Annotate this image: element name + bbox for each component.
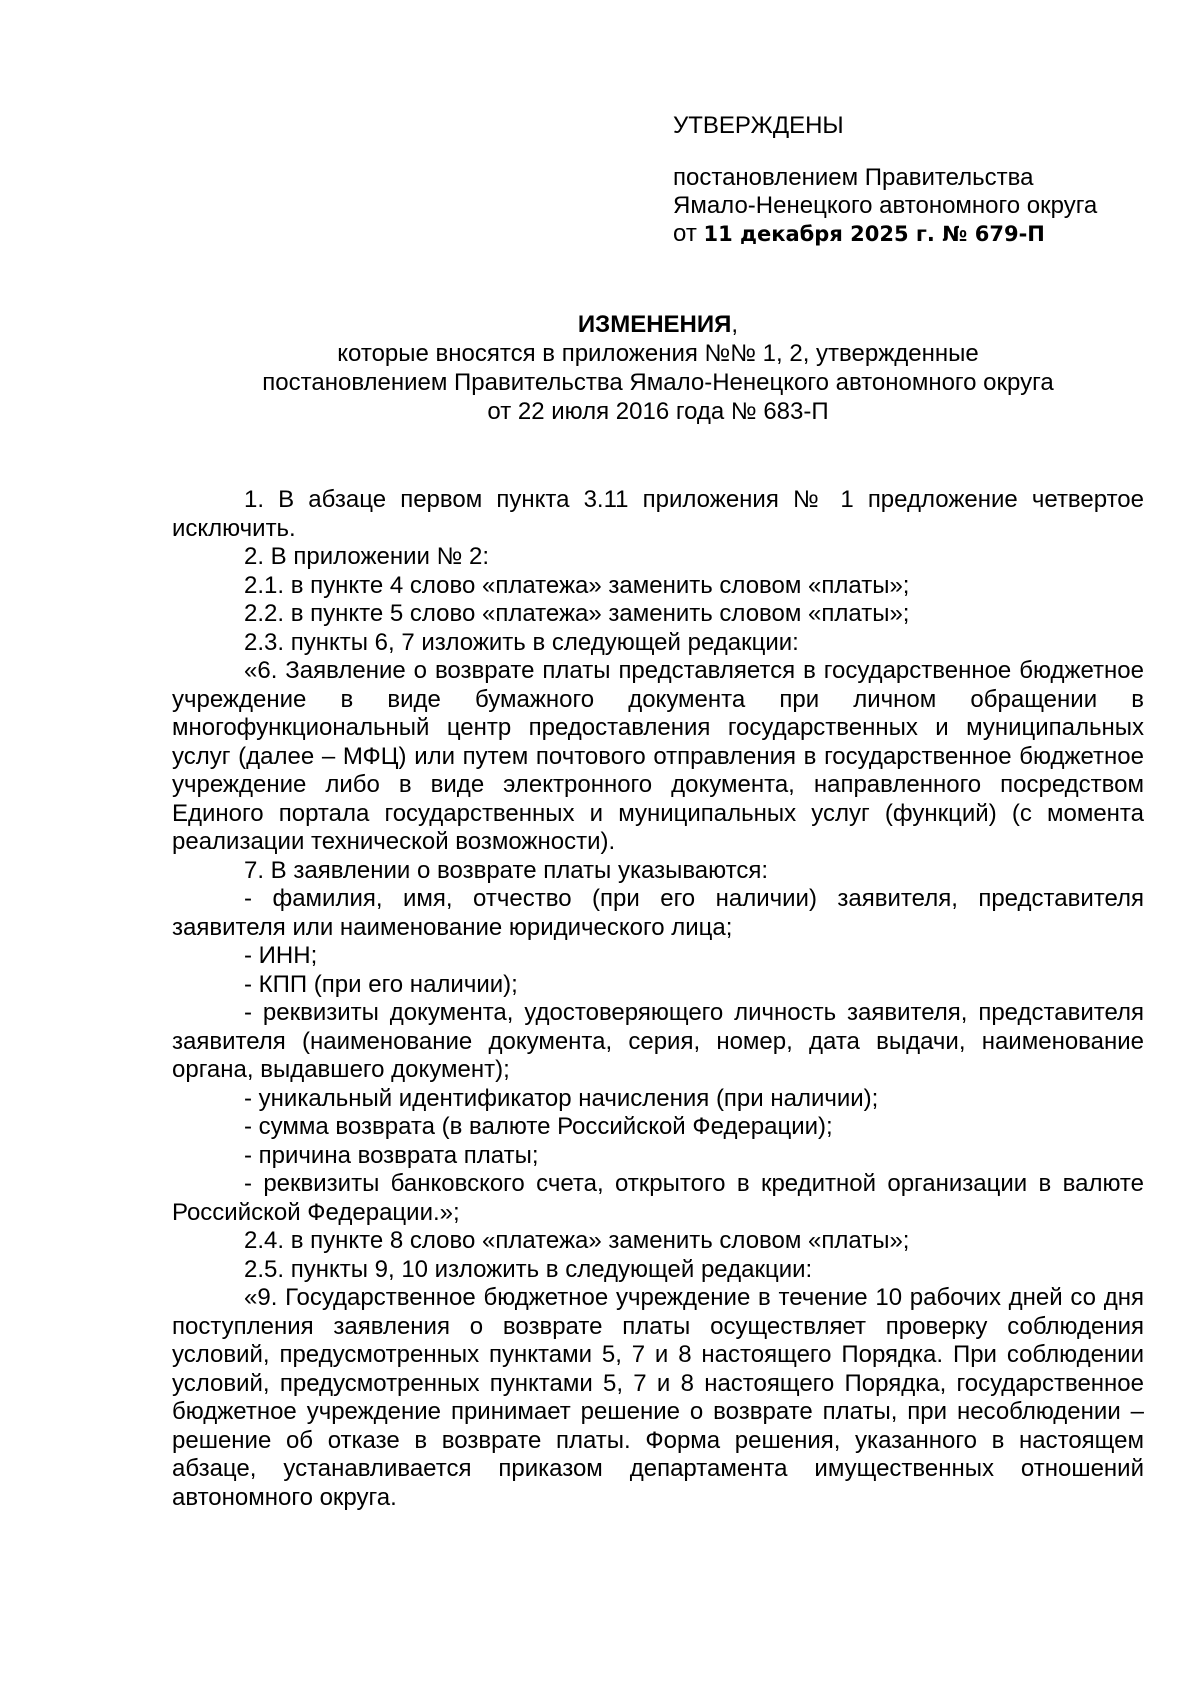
paragraph: 2.3. пункты 6, 7 изложить в следующей редакции: (244, 628, 799, 656)
approval-date-prefix: от (673, 220, 697, 247)
paragraph: 1. В абзаце первом пункта 3.11 приложения № 1 предложение четвертое исключить. (172, 486, 1144, 542)
approved-label: УТВЕРЖДЕНЫ (673, 112, 844, 139)
document-title-block (172, 310, 1144, 426)
title-comma: , (731, 311, 739, 338)
paragraph: - сумма возврата (в валюте Российской Федерации); (244, 1113, 833, 1140)
approval-date-value: 11 декабря 2025 г. № 679-П (703, 222, 1045, 246)
paragraph: 2.5. пункты 9, 10 изложить в следующей редакции: (244, 1255, 813, 1283)
title-line-2: постановлением Правительства Ямало-Ненецкого автономного округа (262, 369, 1054, 396)
paragraph: - реквизиты банковского счета, открытого в кредитной организации в валюте Российской Федерации.»; (172, 1170, 1144, 1226)
paragraph: 2.4. в пункте 8 слово «платежа» заменить словом «платы»; (244, 1227, 910, 1254)
paragraph: 7. В заявлении о возврате платы указываются: (244, 856, 769, 884)
title-line-1: которые вносятся в приложения №№ 1, 2, утвержденные (337, 340, 979, 367)
approval-line-2: Ямало-Ненецкого автономного округа (673, 192, 1098, 219)
paragraph: «9. Государственное бюджетное учреждение в течение 10 рабочих дней со дня поступления заявления о возврате платы осуществляет проверку соблюдения условий, предусмотренных пунктами 5, 7 и 8 настоящего Порядка. При соблюдении условий, предусмотренных пунктами 5, 7 и 8 настоящего Порядка, государственное бюджетное учреждение принимает решение о возврате платы, при несоблюдении – решение об отказе в возврате платы. Форма решения, указанного в настоящем абзаце, устанавливается приказом департамента имущественных отношений автономного округа. (172, 1284, 1144, 1511)
paragraph: - реквизиты документа, удостоверяющего личность заявителя, представителя заявителя (наименование документа, серия, номер, дата выдачи, наименование органа, выдавшего документ); (172, 999, 1144, 1083)
paragraph: 2.1. в пункте 4 слово «платежа» заменить словом «платы»; (244, 571, 910, 599)
paragraph: - фамилия, имя, отчество (при его наличии) заявителя, представителя заявителя или наименование юридического лица; (172, 885, 1144, 941)
document-body (172, 486, 1144, 1512)
paragraph: - уникальный идентификатор начисления (при наличии); (244, 1084, 879, 1112)
approval-date-line (673, 220, 1173, 248)
paragraph: - причина возврата платы; (244, 1141, 539, 1169)
approval-line-1: постановлением Правительства (673, 164, 1034, 191)
title-line-3: от 22 июля 2016 года № 683-П (487, 398, 829, 425)
paragraph: 2. В приложении № 2: (244, 543, 490, 570)
paragraph: «6. Заявление о возврате платы представляется в государственное бюджетное учреждение в виде бумажного документа при личном обращении в многофункциональный центр предоставления государственных и муниципальных услуг (далее – МФЦ) или путем почтового отправления в государственное бюджетное учреждение либо в виде электронного документа, направленного посредством Единого портала государственных и муниципальных услуг (функций) (с момента реализации технической возможности). (172, 657, 1144, 855)
paragraph: - КПП (при его наличии); (244, 970, 518, 998)
approval-stamp (673, 112, 1173, 248)
title-word: ИЗМЕНЕНИЯ (577, 311, 732, 338)
title-heading-line (172, 310, 1144, 339)
paragraph: 2.2. в пункте 5 слово «платежа» заменить словом «платы»; (244, 600, 910, 627)
paragraph: - ИНН; (244, 942, 318, 969)
